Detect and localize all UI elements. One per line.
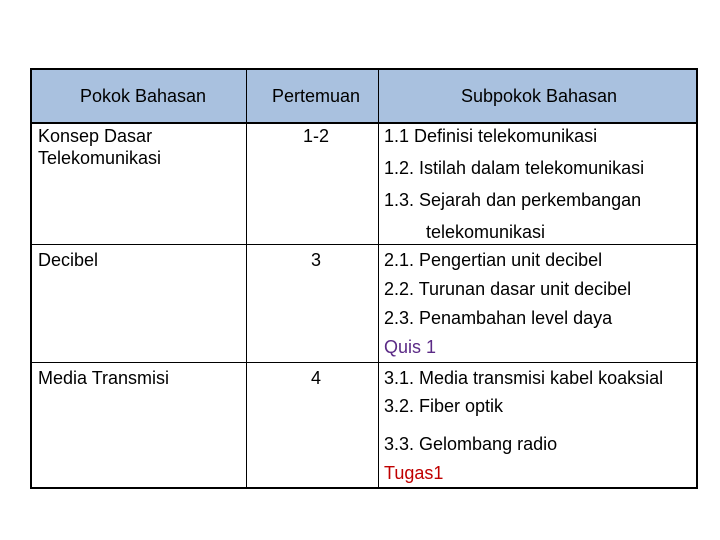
subtopic-item: 2.1. Pengertian unit decibel [384, 250, 603, 270]
topic-line: Telekomunikasi [38, 147, 162, 168]
subtopic-item: 1.1 Definisi telekomunikasi [384, 126, 598, 146]
header-meeting: Pertemuan [271, 85, 361, 106]
subtopic-item: 2.3. Penambahan level daya [384, 308, 613, 328]
header-subtopic: Subpokok Bahasan [460, 85, 618, 106]
subtopic-list [384, 126, 644, 254]
subtopic-list [384, 250, 631, 366]
topic-line: Media Transmisi [38, 368, 170, 388]
header-topic: Pokok Bahasan [79, 85, 207, 106]
topic-line: Decibel [38, 250, 99, 270]
table-row-topic [38, 368, 169, 390]
quiz-label: Quis 1 [384, 337, 437, 357]
subtopic-item: 3.2. Fiber optik [384, 396, 504, 416]
meeting-number: 3 [310, 250, 321, 270]
subtopic-item: 1.2. Istilah dalam telekomunikasi [384, 158, 645, 178]
subtopic-item: 3.1. Media transmisi kabel koaksial [384, 368, 664, 388]
table-row-topic [38, 250, 98, 272]
meeting-number: 1-2 [302, 126, 329, 146]
assignment-label: Tugas1 [384, 463, 444, 483]
topic-line: Konsep Dasar [38, 126, 153, 146]
subtopic-item: 2.2. Turunan dasar unit decibel [384, 279, 632, 299]
syllabus-table [30, 68, 698, 489]
meeting-number: 4 [310, 368, 321, 388]
table-row-topic [38, 126, 161, 169]
subtopic-item: telekomunikasi [426, 222, 546, 242]
subtopic-item: 3.3. Gelombang radio [384, 434, 558, 454]
subtopic-item: 1.3. Sejarah dan perkembangan [384, 190, 642, 210]
